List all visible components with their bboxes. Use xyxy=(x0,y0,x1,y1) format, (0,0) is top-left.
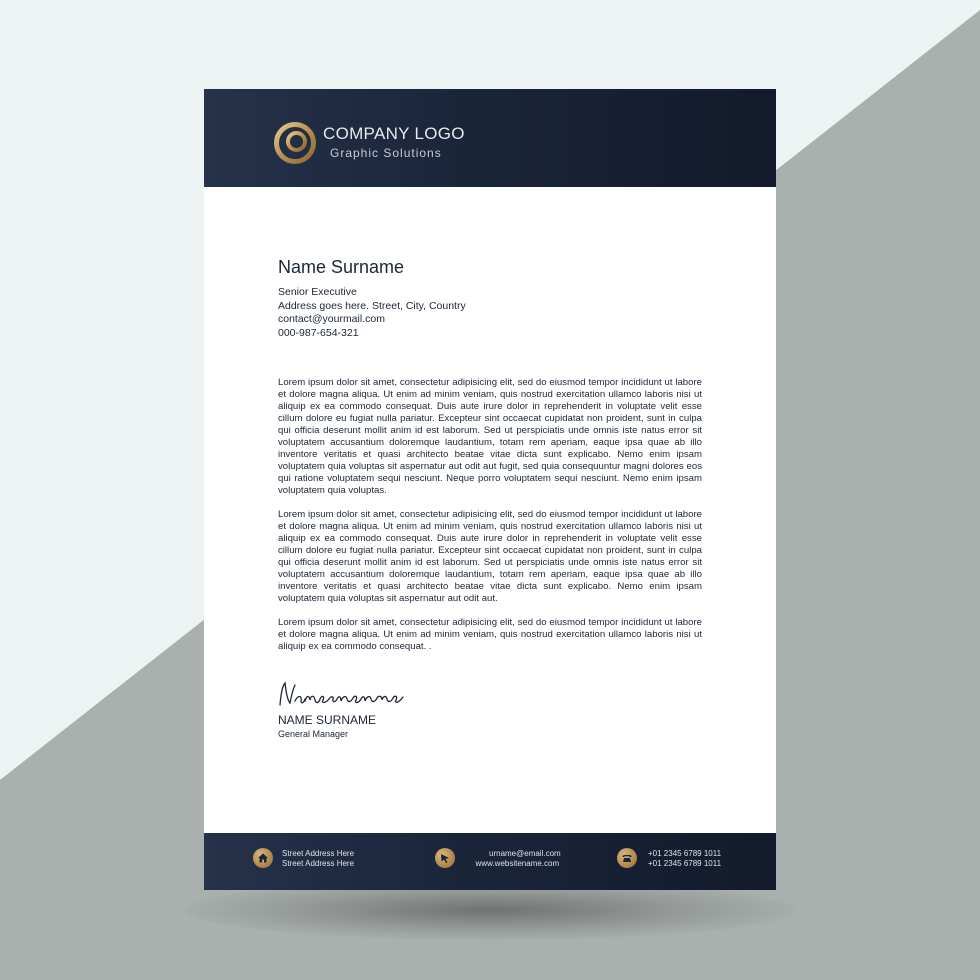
footer-address-line: Street Address Here xyxy=(282,849,355,858)
handwritten-signature xyxy=(277,679,407,713)
company-logo-title: COMPANY LOGO xyxy=(323,124,465,143)
footer-address-line: Street Address Here xyxy=(282,859,355,868)
letter-body xyxy=(278,377,702,665)
footer-phone: +01 2345 6789 1011 xyxy=(648,859,722,868)
signatory-name: NAME SURNAME xyxy=(278,713,377,727)
sender-role: Senior Executive xyxy=(278,286,357,298)
footer-address xyxy=(282,849,354,869)
body-paragraph: Lorem ipsum dolor sit amet, consectetur adipisicing elit, sed do eiusmod tempor incididunt ut labore et dolore magna aliqua. Ut enim ad minim veniam, quis nostrud exercitation ullamco laboris nisi ut aliquip ex ea commodo consequat. Duis aute irure dolor in reprehenderit in voluptate velit esse cillum dolore eu fugiat nulla pariatur. Excepteur sint occaecat cupidatat non proident, sunt in culpa qui officia deserunt mollit anim id est laborum. Sed ut perspiciatis unde omnis iste natus error sit voluptatem accusantium doloremque laudantium, totam rem aperiam, eaque ipsa quae ab illo inventore veritatis et quasi architecto beatae vitae dicta sunt explicabo. Nemo enim ipsam voluptatem quia voluptas sit aspernatur aut odit aut. xyxy=(278,509,702,604)
letterhead-header xyxy=(204,89,776,187)
footer-phones xyxy=(648,849,721,869)
footer-phone: +01 2345 6789 1011 xyxy=(648,849,722,858)
sender-block xyxy=(278,257,466,340)
letterhead-footer xyxy=(204,833,776,890)
company-tagline: Graphic Solutions xyxy=(330,146,442,160)
cursor-icon xyxy=(435,848,455,868)
sender-name: Name Surname xyxy=(278,257,405,277)
body-paragraph: Lorem ipsum dolor sit amet, consectetur adipisicing elit, sed do eiusmod tempor incididunt ut labore et dolore magna aliqua. Ut enim ad minim veniam, quis nostrud exercitation ullamco laboris nisi ut aliquip ex ea commodo consequat. Duis aute irure dolor in reprehenderit in voluptate velit esse cillum dolore eu fugiat nulla pariatur. Excepteur sint occaecat cupidatat non proident, sunt in culpa qui officia deserunt mollit anim id est laborum. Sed ut perspiciatis unde omnis iste natus error sit voluptatem accusantium doloremque laudantium, totam rem aperiam, eaque ipsa quae ab illo inventore veritatis et quasi architecto beatae vitae dicta sunt explicabo. Nemo enim ipsam voluptatem quia voluptas sit aspernatur aut odit aut fugit, sed quia consequuntur magni dolores eos qui ratione voluptatem sequi nesciunt. Neque porro voluptatem sequi nesciunt. Nemo enim ipsam voluptatem quia voluptas. xyxy=(278,377,702,496)
logo-rings-icon xyxy=(273,121,317,165)
sender-address: Address goes here. Street, City, Country xyxy=(278,299,466,312)
telephone-icon xyxy=(617,848,637,868)
home-icon xyxy=(253,848,273,868)
body-paragraph: Lorem ipsum dolor sit amet, consectetur adipisicing elit, sed do eiusmod tempor incididunt ut labore et dolore magna aliqua. Ut enim ad minim veniam, quis nostrud exercitation ullamco laboris nisi ut aliquip ex ea commodo consequat. . xyxy=(278,617,702,652)
footer-web xyxy=(474,849,561,869)
sender-phone: 000-987-654-321 xyxy=(278,326,359,339)
sender-email: contact@yourmail.com xyxy=(278,313,385,325)
letterhead-page xyxy=(204,89,776,890)
footer-website[interactable]: www.websitename.com xyxy=(475,859,560,868)
footer-email[interactable]: urname@email.com xyxy=(489,849,561,858)
signatory-title: General Manager xyxy=(278,729,349,739)
